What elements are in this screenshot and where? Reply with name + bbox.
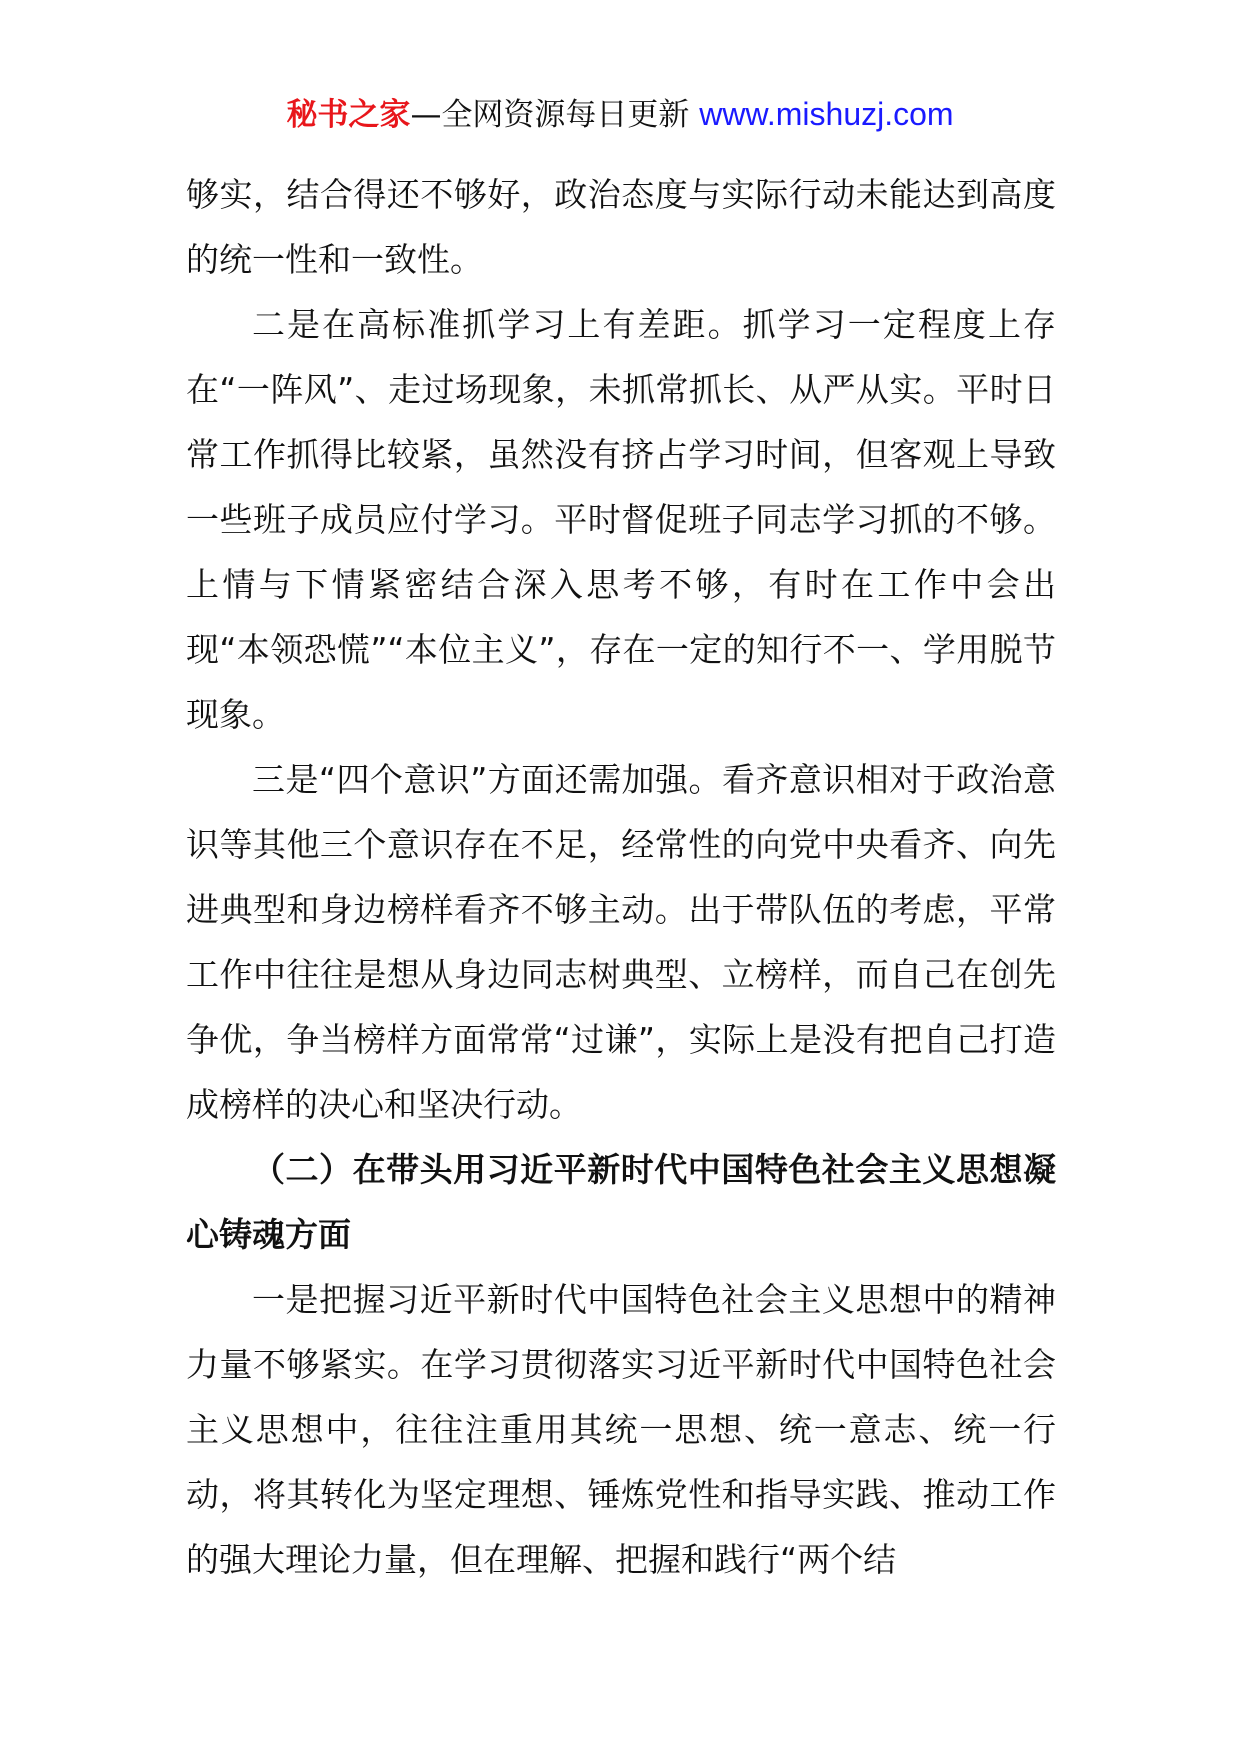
paragraph-continuation: 够实，结合得还不够好，政治态度与实际行动未能达到高度的统一性和一致性。 [186,175,1056,279]
website-link[interactable]: www.mishuzj.com [699,96,954,132]
paragraph-four-consciousness: 三是“四个意识”方面还需加强。看齐意识相对于政治意识等其他三个意识存在不足，经常性的向党中央看齐、向先进典型和身边榜样看齐不够主动。出于带队伍的考虑，平常工作中往往是想从身边同志树典型、立榜样，而自己在创先争优，争当榜样方面常常“过谦”，实际上是没有把自己打造成榜样的决心和坚决行动。 [186,760,1056,1124]
document-body [186,162,1056,1592]
header-tagline: —全网资源每日更新 [410,97,700,133]
section-heading: （二）在带头用习近平新时代中国特色社会主义思想凝心铸魂方面 [186,1150,1056,1254]
page-header [0,92,1240,137]
paragraph-study-gap: 二是在高标准抓学习上有差距。抓学习一定程度上存在“一阵风”、走过场现象，未抓常抓长、从严从实。平时日常工作抓得比较紧，虽然没有挤占学习时间，但客观上导致一些班子成员应付学习。平时督促班子同志学习抓的不够。上情与下情紧密结合深入思考不够，有时在工作中会出现“本领恐慌”“本位主义”，存在一定的知行不一、学用脱节现象。 [186,305,1056,734]
paragraph-spiritual-strength: 一是把握习近平新时代中国特色社会主义思想中的精神力量不够紧实。在学习贯彻落实习近平新时代中国特色社会主义思想中，往往注重用其统一思想、统一意志、统一行动，将其转化为坚定理想、锤炼党性和指导实践、推动工作的强大理论力量，但在理解、把握和践行“两个结 [186,1280,1056,1579]
brand-name: 秘书之家 [286,97,411,133]
